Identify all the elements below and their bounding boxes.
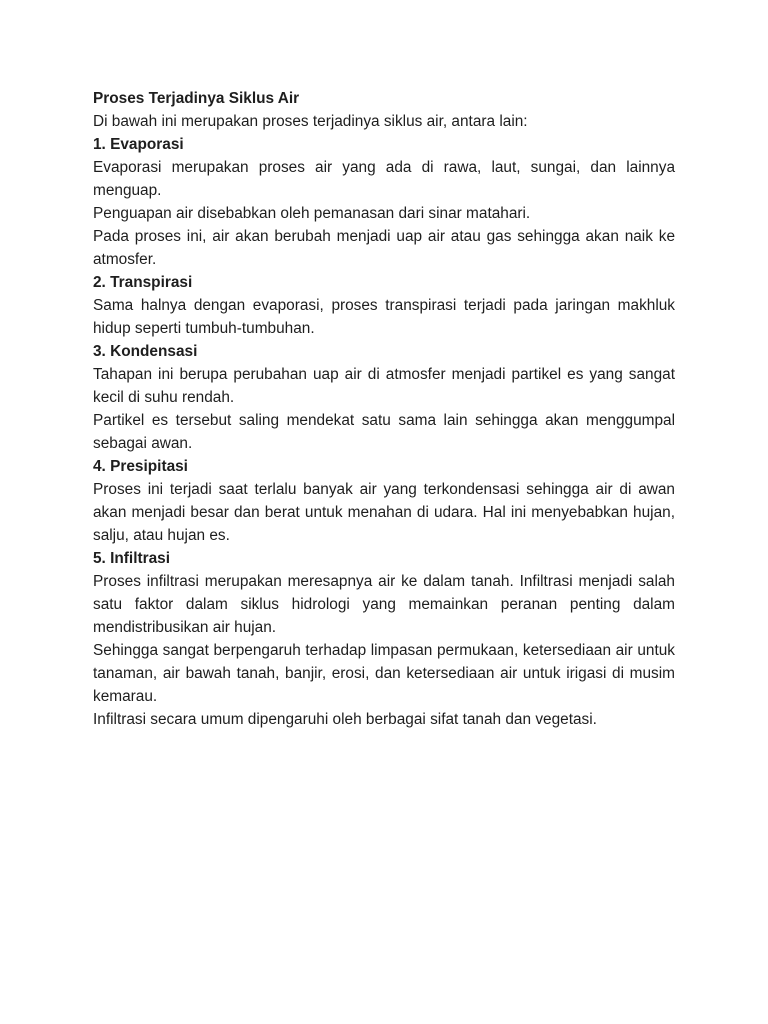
section-paragraph: Partikel es tersebut saling mendekat satu sama lain sehingga akan menggumpal sebagai awan. xyxy=(93,412,675,452)
document-title: Proses Terjadinya Siklus Air xyxy=(93,90,300,107)
section-infiltrasi xyxy=(93,547,675,731)
section-heading: 5. Infiltrasi xyxy=(93,550,170,567)
section-transpirasi xyxy=(93,271,675,340)
section-paragraph: Tahapan ini berupa perubahan uap air di atmosfer menjadi partikel es yang sangat kecil di suhu rendah. xyxy=(93,366,675,406)
section-heading: 1. Evaporasi xyxy=(93,136,184,153)
section-paragraph: Sehingga sangat berpengaruh terhadap limpasan permukaan, ketersediaan air untuk tanaman, air bawah tanah, banjir, erosi, dan ketersediaan air untuk irigasi di musim kemarau. xyxy=(93,642,675,705)
section-heading: 2. Transpirasi xyxy=(93,274,193,291)
section-paragraph: Proses ini terjadi saat terlalu banyak air yang terkondensasi sehingga air di awan akan menjadi besar dan berat untuk menahan di udara. Hal ini menyebabkan hujan, salju, atau hujan es. xyxy=(93,481,675,544)
document-intro: Di bawah ini merupakan proses terjadinya siklus air, antara lain: xyxy=(93,113,528,130)
section-paragraph: Penguapan air disebabkan oleh pemanasan dari sinar matahari. xyxy=(93,205,531,222)
section-heading: 3. Kondensasi xyxy=(93,343,198,360)
section-evaporasi xyxy=(93,133,675,271)
section-presipitasi xyxy=(93,455,675,547)
section-paragraph: Pada proses ini, air akan berubah menjadi uap air atau gas sehingga akan naik ke atmosfer. xyxy=(93,228,675,268)
section-paragraph: Sama halnya dengan evaporasi, proses transpirasi terjadi pada jaringan makhluk hidup seperti tumbuh-tumbuhan. xyxy=(93,297,675,337)
document-page xyxy=(93,87,675,731)
section-paragraph: Infiltrasi secara umum dipengaruhi oleh berbagai sifat tanah dan vegetasi. xyxy=(93,711,597,728)
section-kondensasi xyxy=(93,340,675,455)
section-paragraph: Proses infiltrasi merupakan meresapnya air ke dalam tanah. Infiltrasi menjadi salah satu faktor dalam siklus hidrologi yang memainkan peranan penting dalam mendistribusikan air hujan. xyxy=(93,573,675,636)
section-heading: 4. Presipitasi xyxy=(93,458,188,475)
section-paragraph: Evaporasi merupakan proses air yang ada di rawa, laut, sungai, dan lainnya menguap. xyxy=(93,159,675,199)
